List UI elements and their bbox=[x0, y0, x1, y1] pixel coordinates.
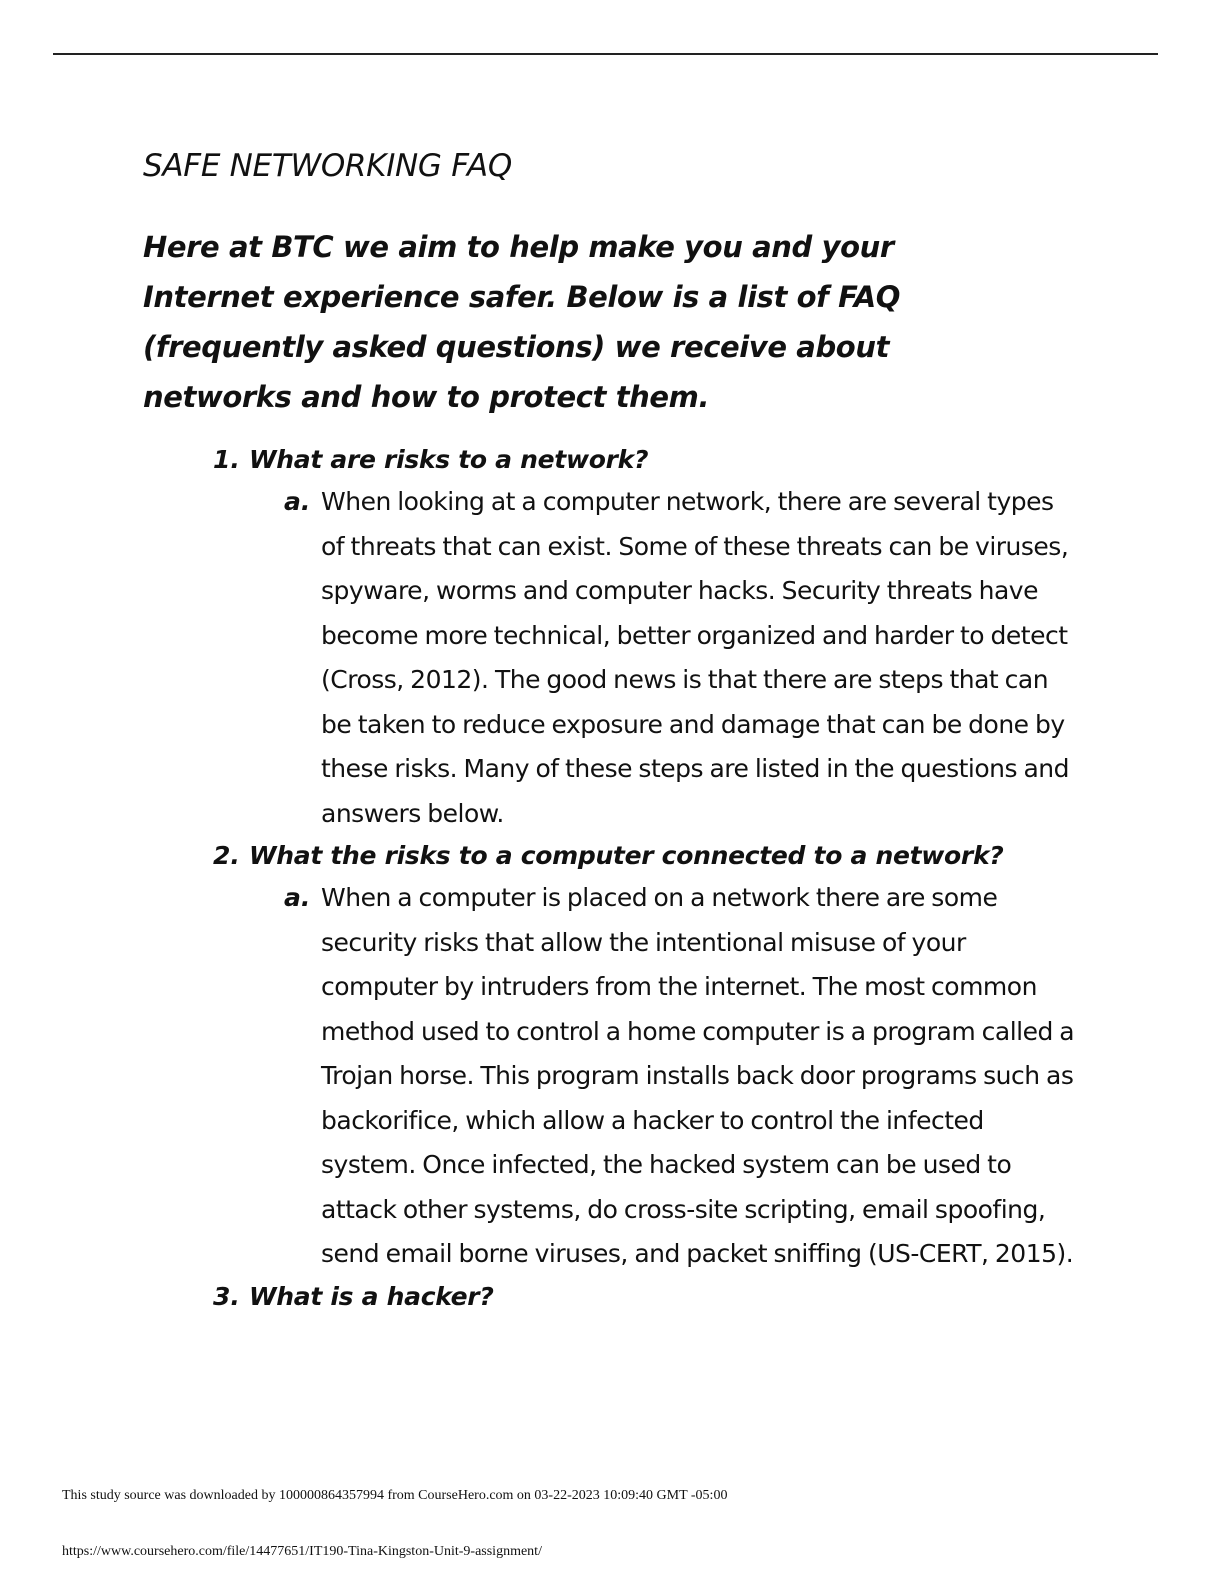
answer-marker: a. bbox=[284, 487, 311, 516]
source-url: https://www.coursehero.com/file/14477651/IT190-Tina-Kingston-Unit-9-assignment/ bbox=[62, 1544, 542, 1559]
answer-text: When looking at a computer network, there are several types of threats that can exist. Some of these threats can be viruses, spyware, worms and computer hacks. Security threats have become more technical, better organized and harder to detect (Cross, 2012). The good news is that there are steps that can be taken to reduce exposure and damage that can be done by these risks. Many of these steps are listed in the questions and answers below. bbox=[321, 487, 1069, 828]
faq-list bbox=[0, 440, 1224, 1317]
faq-question-1 bbox=[0, 440, 1224, 480]
question-number: 1. bbox=[213, 445, 240, 474]
question-text: What are risks to a network? bbox=[249, 445, 649, 474]
document-title: SAFE NETWORKING FAQ bbox=[143, 148, 512, 184]
download-source-note: This study source was downloaded by 100000864357994 from CourseHero.com on 03-22-2023 10:09:40 GMT -05:00 bbox=[62, 1488, 728, 1503]
question-number: 3. bbox=[213, 1281, 240, 1311]
intro-paragraph: Here at BTC we aim to help make you and your Internet experience safer. Below is a list of FAQ (frequently asked questions) we receive about networks and how to protect them. bbox=[143, 230, 901, 414]
answer-text: When a computer is placed on a network there are some security risks that allow the intentional misuse of your computer by intruders from the internet. The most common method used to control a home computer is a program called a Trojan horse. This program installs back door programs such as backorifice, which allow a hacker to control the infected system. Once infected, the hacked system can be used to attack other systems, do cross-site scripting, email spoofing, send email borne viruses, and packet sniffing (US-CERT, 2015). bbox=[321, 883, 1075, 1268]
question-number: 2. bbox=[213, 841, 240, 870]
faq-question-2 bbox=[0, 836, 1224, 876]
question-text: What the risks to a computer connected to a network? bbox=[249, 841, 1004, 870]
faq-answer-1 bbox=[0, 480, 1224, 836]
question-text: What is a hacker? bbox=[249, 1281, 494, 1311]
answer-marker: a. bbox=[284, 883, 311, 912]
faq-answer-2 bbox=[0, 876, 1224, 1277]
header-rule bbox=[53, 53, 1158, 55]
faq-question-3 bbox=[0, 1277, 1224, 1317]
